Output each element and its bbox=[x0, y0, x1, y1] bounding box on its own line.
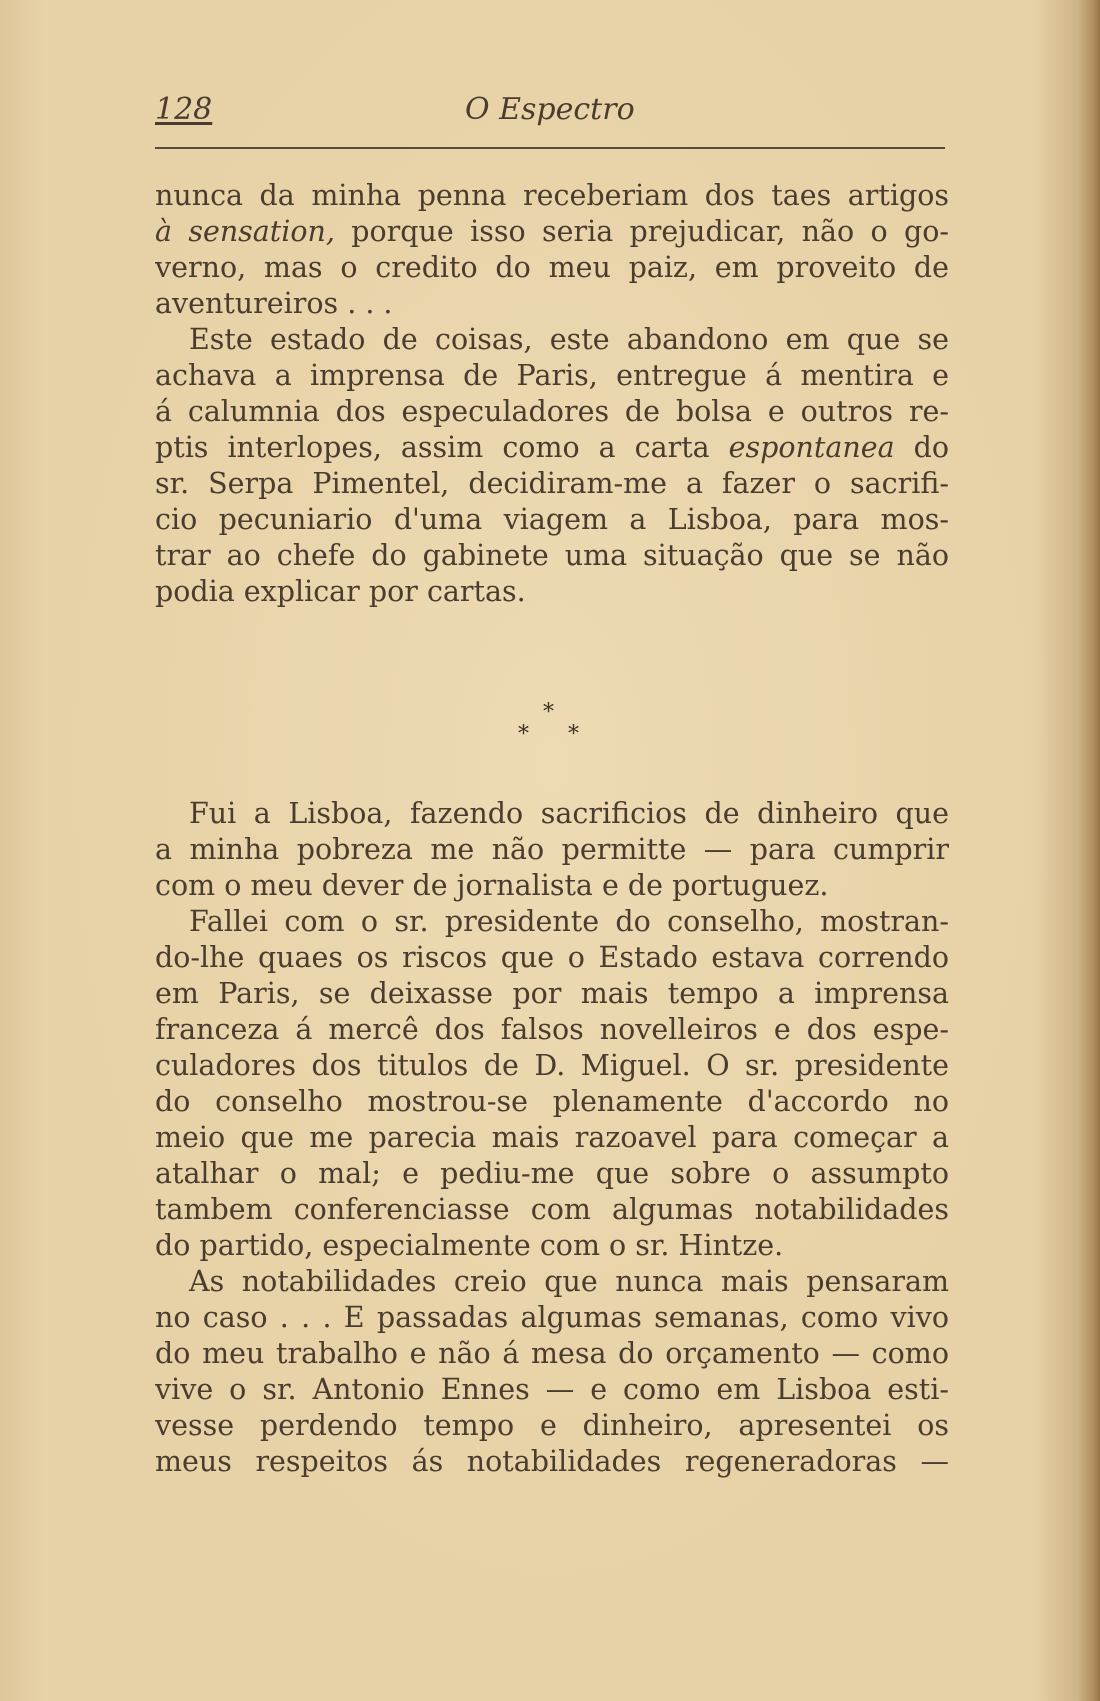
text-line bbox=[155, 394, 949, 430]
asterism-star-top: * bbox=[543, 700, 554, 725]
text-line bbox=[155, 250, 949, 286]
line-text: do conselho mostrou-se plenamente d'accordo no bbox=[155, 1085, 949, 1118]
text-line bbox=[155, 1084, 949, 1120]
line-text: porque isso seria prejudicar, não o go- bbox=[334, 215, 949, 248]
line-text: aventureiros . . . bbox=[155, 287, 393, 320]
line-text: do-lhe quaes os riscos que o Estado estava correndo bbox=[155, 941, 949, 974]
text-line bbox=[155, 538, 949, 574]
text-line bbox=[155, 214, 949, 250]
text-block-top bbox=[155, 178, 949, 610]
text-line bbox=[155, 502, 949, 538]
line-text: franceza á mercê dos falsos novelleiros e dos espe- bbox=[155, 1013, 949, 1046]
text-line bbox=[155, 940, 949, 976]
text-line bbox=[155, 358, 949, 394]
line-text: em Paris, se deixasse por mais tempo a imprensa bbox=[155, 977, 949, 1010]
line-text: meio que me parecia mais razoavel para começar a bbox=[155, 1121, 949, 1154]
text-line bbox=[155, 1264, 949, 1300]
line-text: sr. Serpa Pimentel, decidiram-me a fazer o sacrifi- bbox=[155, 467, 949, 500]
line-text: Fui a Lisboa, fazendo sacrificios de dinheiro que bbox=[189, 797, 949, 830]
text-line bbox=[155, 1192, 949, 1228]
line-text: As notabilidades creio que nunca mais pensaram bbox=[189, 1265, 949, 1298]
text-line bbox=[155, 178, 949, 214]
line-text: com o meu dever de jornalista e de portuguez. bbox=[155, 869, 829, 902]
text-line bbox=[155, 796, 949, 832]
text-line bbox=[155, 466, 949, 502]
text-line bbox=[155, 322, 949, 358]
line-text: a minha pobreza me não permitte — para cumprir bbox=[155, 833, 949, 866]
page-number: 128 bbox=[155, 92, 213, 127]
line-text: culadores dos titulos de D. Miguel. O sr. presidente bbox=[155, 1049, 949, 1082]
text-line bbox=[155, 1444, 949, 1480]
text-line bbox=[155, 1012, 949, 1048]
line-text: trar ao chefe do gabinete uma situação que se não bbox=[155, 539, 949, 572]
line-text: cio pecuniario d'uma viagem a Lisboa, para mos- bbox=[155, 503, 949, 536]
line-text: nunca da minha penna receberiam dos taes artigos bbox=[155, 179, 949, 212]
line-text: meus respeitos ás notabilidades regeneradoras — bbox=[155, 1445, 949, 1478]
text-block-bottom bbox=[155, 796, 949, 1480]
text-line bbox=[155, 868, 949, 904]
page-header bbox=[155, 92, 945, 132]
text-line bbox=[155, 1300, 949, 1336]
text-line bbox=[155, 430, 949, 466]
text-line bbox=[155, 1408, 949, 1444]
asterism-separator bbox=[510, 700, 580, 750]
text-line bbox=[155, 1156, 949, 1192]
line-text: tambem conferenciasse com algumas notabilidades bbox=[155, 1193, 949, 1226]
line-text: vive o sr. Antonio Ennes — e como em Lisboa esti- bbox=[155, 1373, 949, 1406]
text-line bbox=[155, 1372, 949, 1408]
text-line bbox=[155, 904, 949, 940]
line-text: vesse perdendo tempo e dinheiro, apresentei os bbox=[155, 1409, 949, 1442]
line-text: ptis interlopes, assim como a carta bbox=[155, 431, 729, 464]
text-line bbox=[155, 976, 949, 1012]
text-line bbox=[155, 1048, 949, 1084]
text-line bbox=[155, 574, 949, 610]
text-line bbox=[155, 832, 949, 868]
line-text: atalhar o mal; e pediu-me que sobre o assumpto bbox=[155, 1157, 949, 1190]
line-text: do bbox=[894, 431, 949, 464]
asterism-star-right: * bbox=[568, 722, 579, 747]
line-text: achava a imprensa de Paris, entregue á mentira e bbox=[155, 359, 949, 392]
running-title: O Espectro bbox=[465, 92, 635, 127]
header-rule bbox=[155, 147, 945, 149]
text-line bbox=[155, 1336, 949, 1372]
line-text: á calumnia dos especuladores de bolsa e outros re- bbox=[155, 395, 949, 428]
text-line bbox=[155, 286, 949, 322]
line-text: Fallei com o sr. presidente do conselho, mostran- bbox=[189, 905, 949, 938]
line-text: Este estado de coisas, este abandono em que se bbox=[189, 323, 949, 356]
line-text: do partido, especialmente com o sr. Hintze. bbox=[155, 1229, 784, 1262]
line-text: do meu trabalho e não á mesa do orçamento — como bbox=[155, 1337, 949, 1370]
text-line bbox=[155, 1120, 949, 1156]
line-text: verno, mas o credito do meu paiz, em proveito de bbox=[155, 251, 949, 284]
italic-phrase: à sensation, bbox=[155, 215, 335, 248]
italic-phrase: espontanea bbox=[728, 431, 895, 464]
page-edge-shadow bbox=[1078, 0, 1100, 1701]
text-line bbox=[155, 1228, 949, 1264]
line-text: no caso . . . E passadas algumas semanas, como vivo bbox=[155, 1301, 949, 1334]
line-text: podia explicar por cartas. bbox=[155, 575, 526, 608]
asterism-star-left: * bbox=[518, 722, 529, 747]
